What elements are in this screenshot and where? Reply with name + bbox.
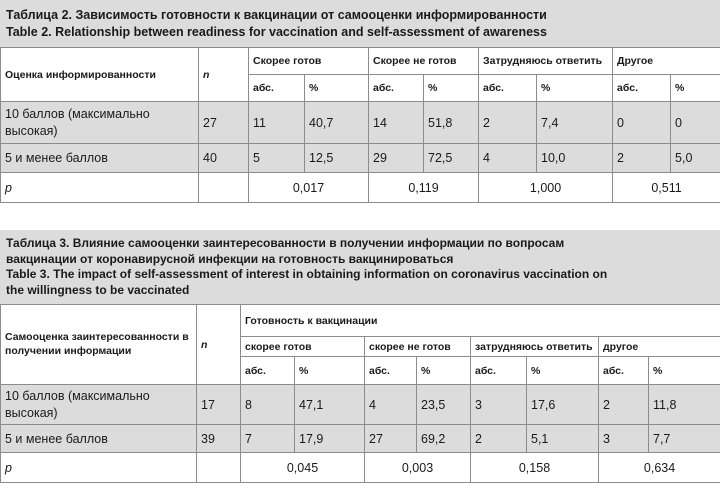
cell-value: 40,7 xyxy=(305,102,369,144)
row-n: 17 xyxy=(197,385,241,425)
table2-sub-pct: % xyxy=(424,75,479,102)
cell-value: 10,0 xyxy=(537,144,613,173)
table3-sub-abs: абс. xyxy=(599,357,649,385)
cell-value: 27 xyxy=(365,425,417,453)
cell-value: 5 xyxy=(249,144,305,173)
row-label: 5 и менее баллов xyxy=(1,425,197,453)
table2-sub-pct: % xyxy=(305,75,369,102)
p-blank-cell xyxy=(197,453,241,483)
table-row xyxy=(1,385,720,425)
cell-value: 17,9 xyxy=(295,425,365,453)
p-label: p xyxy=(1,453,197,483)
table3-header-readiness: Готовность к вакцинации xyxy=(241,305,720,337)
p-value: 1,000 xyxy=(479,173,613,203)
cell-value: 3 xyxy=(471,385,527,425)
cell-value: 2 xyxy=(471,425,527,453)
table3-sub-abs: абс. xyxy=(471,357,527,385)
cell-value: 4 xyxy=(365,385,417,425)
table2-header-n: n xyxy=(199,48,249,102)
cell-value: 72,5 xyxy=(424,144,479,173)
table3-sub-pct: % xyxy=(295,357,365,385)
cell-value: 14 xyxy=(369,102,424,144)
table3-sub-pct: % xyxy=(527,357,599,385)
cell-value: 5,0 xyxy=(671,144,720,173)
p-value: 0,119 xyxy=(369,173,479,203)
table3-header-group-3: затрудняюсь ответить xyxy=(471,337,599,357)
table3-header-group-1: скорее готов xyxy=(241,337,365,357)
table2-header-group-1: Скорее готов xyxy=(249,48,369,75)
table3-header-n: n xyxy=(197,305,241,385)
table3-header-group-4: другое xyxy=(599,337,720,357)
p-value: 0,158 xyxy=(471,453,599,483)
cell-value: 11 xyxy=(249,102,305,144)
cell-value: 47,1 xyxy=(295,385,365,425)
cell-value: 0 xyxy=(671,102,720,144)
table3-header-group-2: скорее не готов xyxy=(365,337,471,357)
table3-title-ru-line2: вакцинации от коронавирусной инфекции на готовность вакцинироваться xyxy=(6,251,454,266)
table3-sub-abs: абс. xyxy=(241,357,295,385)
row-label: 10 баллов (максимально высокая) xyxy=(1,385,197,425)
cell-value: 5,1 xyxy=(527,425,599,453)
table3-title-en-line2: the willingness to be vaccinated xyxy=(6,282,190,297)
cell-value: 29 xyxy=(369,144,424,173)
cell-value: 12,5 xyxy=(305,144,369,173)
table2-sub-abs: абс. xyxy=(369,75,424,102)
table2 xyxy=(0,47,720,203)
table3-sub-pct: % xyxy=(417,357,471,385)
cell-value: 23,5 xyxy=(417,385,471,425)
table2-sub-abs: абс. xyxy=(249,75,305,102)
table2-title-ru: Таблица 2. Зависимость готовности к вакцинации от самооценки информированности xyxy=(6,8,547,22)
table2-sub-abs: абс. xyxy=(479,75,537,102)
cell-value: 2 xyxy=(479,102,537,144)
cell-value: 3 xyxy=(599,425,649,453)
row-label: 10 баллов (максимально высокая) xyxy=(1,102,199,144)
table-row xyxy=(1,144,720,173)
cell-value: 69,2 xyxy=(417,425,471,453)
table2-sub-pct: % xyxy=(537,75,613,102)
p-value: 0,511 xyxy=(613,173,720,203)
cell-value: 4 xyxy=(479,144,537,173)
table3-header-rating: Самооценка заинтересованности в получении информации xyxy=(1,305,197,385)
table2-header-group-4: Другое xyxy=(613,48,720,75)
cell-value: 2 xyxy=(613,144,671,173)
row-label: 5 и менее баллов xyxy=(1,144,199,173)
table2-sub-pct: % xyxy=(671,75,720,102)
table3 xyxy=(0,304,720,483)
row-n: 27 xyxy=(199,102,249,144)
table2-caption xyxy=(0,0,720,47)
cell-value: 17,6 xyxy=(527,385,599,425)
table3-sub-abs: абс. xyxy=(365,357,417,385)
table2-header-rating: Оценка информированности xyxy=(1,48,199,102)
cell-value: 51,8 xyxy=(424,102,479,144)
cell-value: 0 xyxy=(613,102,671,144)
cell-value: 2 xyxy=(599,385,649,425)
p-value: 0,634 xyxy=(599,453,720,483)
table2-header-group-3: Затрудняюсь ответить xyxy=(479,48,613,75)
table3-caption xyxy=(0,230,720,304)
p-value: 0,003 xyxy=(365,453,471,483)
p-blank-cell xyxy=(199,173,249,203)
table3-sub-pct: % xyxy=(649,357,720,385)
table-row-p xyxy=(1,453,720,483)
table-row xyxy=(1,102,720,144)
cell-value: 11,8 xyxy=(649,385,720,425)
row-n: 40 xyxy=(199,144,249,173)
table-row-p xyxy=(1,173,720,203)
cell-value: 7,4 xyxy=(537,102,613,144)
cell-value: 7 xyxy=(241,425,295,453)
p-value: 0,017 xyxy=(249,173,369,203)
table3-title-ru-line1: Таблица 3. Влияние самооценки заинтересованности в получении информации по вопросам xyxy=(6,236,565,250)
table2-header-group-2: Скорее не готов xyxy=(369,48,479,75)
p-value: 0,045 xyxy=(241,453,365,483)
cell-value: 7,7 xyxy=(649,425,720,453)
table-row xyxy=(1,425,720,453)
table2-title-en: Table 2. Relationship between readiness for vaccination and self-assessment of awareness xyxy=(6,25,547,39)
p-label: p xyxy=(1,173,199,203)
table3-title-en-line1: Table 3. The impact of self-assessment of interest in obtaining information on coronavirus vaccination on xyxy=(6,267,608,281)
row-n: 39 xyxy=(197,425,241,453)
table2-sub-abs: абс. xyxy=(613,75,671,102)
cell-value: 8 xyxy=(241,385,295,425)
